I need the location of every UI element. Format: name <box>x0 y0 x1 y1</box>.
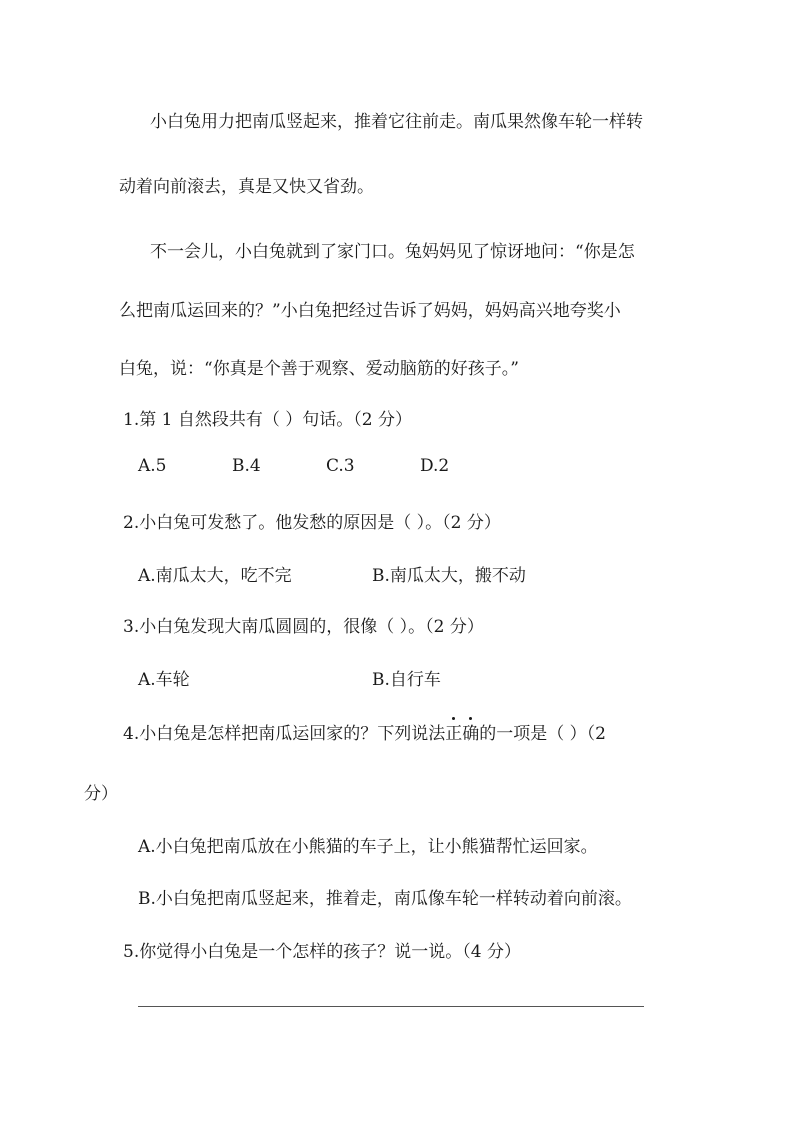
question-4-option-a: A.小白兔把南瓜放在小熊猫的车子上，让小熊猫帮忙运回家。 <box>138 837 598 857</box>
question-3-option-a: A.车轮 <box>138 670 190 690</box>
question-4-text-before: 4.小白兔是怎样把南瓜运回家的？下列说法 <box>123 724 446 744</box>
question-2-option-b: B.南瓜太大，搬不动 <box>372 566 526 586</box>
question-4-text-after: 的一项是（ ）（2 <box>479 724 606 744</box>
question-4-text <box>123 719 606 744</box>
passage-p1-line1: 小白兔用力把南瓜竖起来，推着它往前走。南瓜果然像车轮一样转 <box>150 112 643 132</box>
passage-p2-line3: 白兔，说：“你真是个善于观察、爱动脑筋的好孩子。” <box>119 359 519 379</box>
question-1-text: 1.第 1 自然段共有（ ）句话。（2 分） <box>123 410 412 430</box>
question-1-option-c: C.3 <box>326 456 355 476</box>
question-2-text: 2.小白兔可发愁了。他发愁的原因是（ ）。（2 分） <box>123 513 501 533</box>
passage-p2-line1: 不一会儿，小白兔就到了家门口。兔妈妈见了惊讶地问：“你是怎 <box>150 242 635 262</box>
question-5-text: 5.你觉得小白兔是一个怎样的孩子？说一说。（4 分） <box>123 942 521 962</box>
question-2-option-a: A.南瓜太大，吃不完 <box>138 566 292 586</box>
emphasis-char-zheng: 正 <box>445 724 463 744</box>
passage-p2-line2: 么把南瓜运回来的？”小白兔把经过告诉了妈妈，妈妈高兴地夸奖小 <box>119 301 621 321</box>
answer-line[interactable] <box>138 1006 644 1007</box>
question-3-text: 3.小白兔发现大南瓜圆圆的，很像（ ）。（2 分） <box>123 617 484 637</box>
emphasis-char-que: 确 <box>462 724 480 744</box>
question-1-option-d: D.2 <box>420 456 450 476</box>
passage-p1-line2: 动着向前滚去，真是又快又省劲。 <box>119 177 374 197</box>
question-1-option-b: B.4 <box>232 456 261 476</box>
question-4-text-continued: 分） <box>84 784 118 804</box>
question-1-option-a: A.5 <box>138 456 167 476</box>
question-4-option-b: B.小白兔把南瓜竖起来，推着走，南瓜像车轮一样转动着向前滚。 <box>138 889 632 909</box>
question-3-option-b: B.自行车 <box>372 670 441 690</box>
